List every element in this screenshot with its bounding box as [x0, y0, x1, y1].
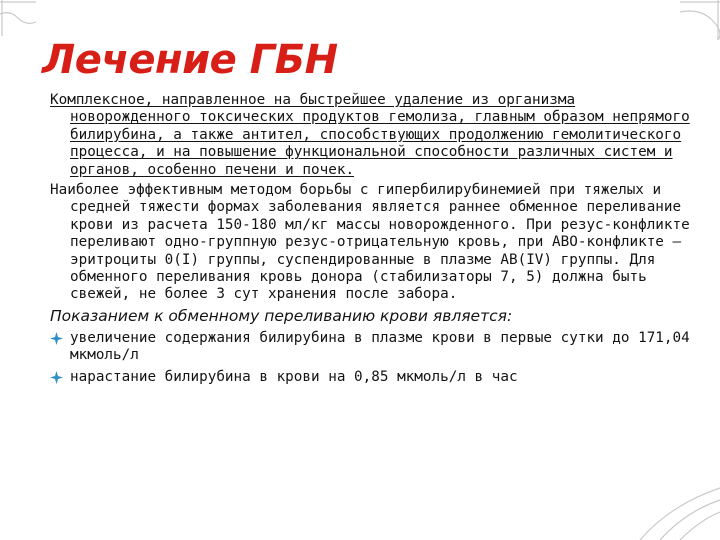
indications-heading: Показанием к обменному переливанию крови является:	[50, 306, 513, 325]
list-item	[50, 369, 692, 386]
diamond-bullet-icon	[50, 332, 63, 345]
slide-title: Лечение ГБН	[42, 37, 338, 83]
indications-list	[50, 330, 692, 386]
list-item-text: увеличение содержания билирубина в плазме крови в первые сутки до 171,04 мкмоль/л	[70, 329, 690, 364]
corner-decoration-top-right	[680, 0, 720, 40]
treatment-description-text: Комплексное, направленное на быстрейшее удаление из организма новорожденного токсических продуктов гемолиза, главным образом непрямого билирубина, а также антител, способствующих продолжению гемолитического процесса, и на повышение функциональной способности различных систем и органов, особенно печени и почек.	[50, 92, 690, 178]
list-item-text: нарастание билирубина в крови на 0,85 мкмоль/л в час	[70, 368, 518, 385]
list-item	[50, 330, 692, 365]
slide-content	[50, 92, 692, 390]
corner-decoration-bottom-right	[640, 488, 720, 540]
treatment-description	[50, 92, 692, 179]
diamond-bullet-icon	[50, 371, 63, 384]
corner-decoration-top-left	[0, 0, 36, 36]
exchange-transfusion-paragraph: Наиболее эффективным методом борьбы с гипербилирубинемией при тяжелых и средней тяжести формах заболевания является раннее обменное переливание крови из расчета 150-180 мл/кг массы новорожденного. При резус-конфликте переливают одно-группную резус-отрицательную кровь, при АВО-конфликте — эритроциты 0(I) группы, суспендированные в плазме АВ(IV) группы. Для обменного переливания кровь донора (стабилизаторы 7, 5) должна быть свежей, не более 3 сут хранения после забора.	[50, 182, 690, 303]
